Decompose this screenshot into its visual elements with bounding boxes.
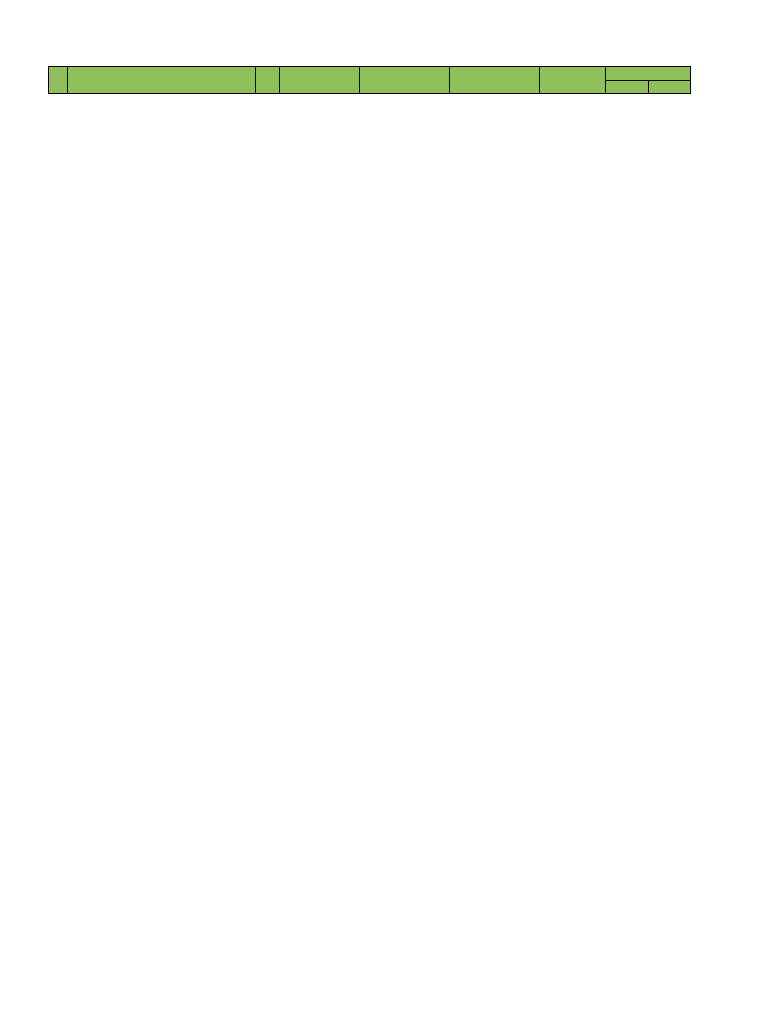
- col-umur-ekonomis: [606, 67, 691, 81]
- col-tanggal-perolehan: [540, 67, 606, 94]
- col-qty: [256, 67, 280, 94]
- col-item: [68, 67, 256, 94]
- header-row: [49, 67, 691, 81]
- asset-table-page-1: [48, 66, 691, 94]
- col-kategori: [280, 67, 360, 94]
- col-bulan: [649, 80, 691, 94]
- col-harga: [360, 67, 450, 94]
- col-total-aset: [450, 67, 540, 94]
- col-tahun: [606, 80, 649, 94]
- col-no: [49, 67, 68, 94]
